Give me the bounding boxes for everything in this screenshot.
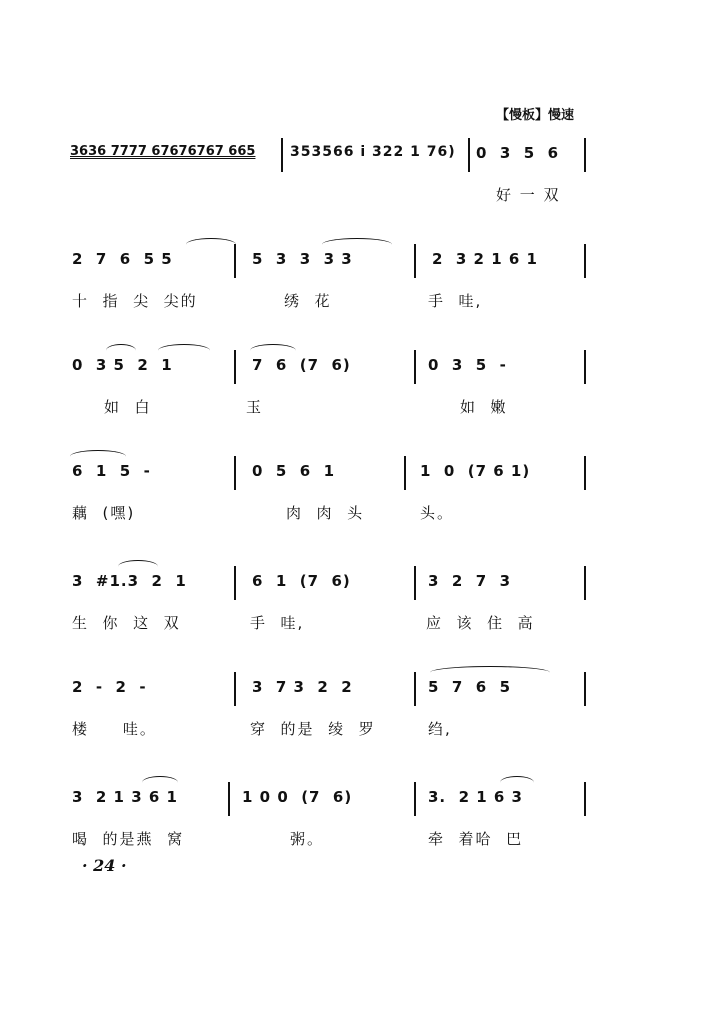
lyric-text: 绣 花 bbox=[284, 292, 332, 310]
staff-row-5 bbox=[0, 566, 710, 676]
note-group: 2 3 2 1 6 1 bbox=[432, 250, 538, 268]
lyric-text: 十 指 尖 尖的 bbox=[72, 292, 198, 310]
note-group: 0 3 5 6 bbox=[476, 144, 560, 162]
note-group: 3 #1.3 2 1 bbox=[72, 572, 187, 590]
note-group: 6 1 (7 6) bbox=[252, 572, 351, 590]
lyric-text: 如 白 bbox=[104, 398, 152, 416]
lyric-text: 楼 哇。 bbox=[72, 720, 157, 738]
note-group: 0 3 5 2 1 bbox=[72, 356, 173, 374]
page-number: · 24 · bbox=[82, 856, 127, 875]
staff-row-7 bbox=[0, 782, 710, 892]
lyric-text: 喝 的是燕 窝 bbox=[72, 830, 185, 848]
barline bbox=[234, 244, 236, 278]
barline bbox=[414, 782, 416, 816]
note-group: 1 0 0 (7 6) bbox=[242, 788, 353, 806]
lyric-text: 藕 (嘿) bbox=[72, 504, 136, 522]
barline bbox=[414, 566, 416, 600]
lyric-text: 肉 肉 头 bbox=[286, 504, 365, 522]
barline bbox=[584, 350, 586, 384]
lyric-text: 应 该 住 高 bbox=[426, 614, 535, 632]
barline bbox=[281, 138, 283, 172]
lyric-text: 绉, bbox=[428, 720, 452, 738]
note-group: 353566 i 322 1 76) bbox=[290, 144, 456, 160]
slur bbox=[118, 560, 158, 573]
barline bbox=[234, 566, 236, 600]
barline bbox=[584, 456, 586, 490]
staff-row-3 bbox=[0, 350, 710, 460]
slur bbox=[250, 344, 296, 357]
barline bbox=[234, 672, 236, 706]
note-group: 3636 7777 67676767 665 bbox=[70, 144, 256, 159]
barline bbox=[414, 672, 416, 706]
lyric-text: 手 哇, bbox=[428, 292, 483, 310]
note-group: 3. 2 1 6 3 bbox=[428, 788, 523, 806]
note-group: 5 3 3 3 3 bbox=[252, 250, 353, 268]
slur bbox=[142, 776, 178, 789]
barline bbox=[584, 244, 586, 278]
lyric-text: 玉 bbox=[246, 398, 264, 416]
slur bbox=[158, 344, 210, 357]
lyric-text: 牵 着哈 巴 bbox=[428, 830, 524, 848]
note-group: 0 3 5 - bbox=[428, 356, 507, 374]
note-group: 5 7 6 5 bbox=[428, 678, 512, 696]
barline bbox=[234, 350, 236, 384]
barline bbox=[234, 456, 236, 490]
slur bbox=[430, 666, 550, 679]
lyric-text: 穿 的是 绫 罗 bbox=[250, 720, 376, 738]
barline bbox=[584, 138, 586, 172]
barline bbox=[468, 138, 470, 172]
barline bbox=[584, 672, 586, 706]
barline bbox=[584, 566, 586, 600]
note-group: 3 2 1 3 6 1 bbox=[72, 788, 178, 806]
lyric-text: 生 你 这 双 bbox=[72, 614, 181, 632]
lyric-text: 好 一 双 bbox=[496, 186, 561, 204]
staff-row-4 bbox=[0, 456, 710, 566]
note-group: 6 1 5 - bbox=[72, 462, 151, 480]
note-group: 1 0 (7 6 1) bbox=[420, 462, 531, 480]
barline bbox=[414, 350, 416, 384]
tempo-marking: 【慢板】慢速 bbox=[496, 108, 575, 123]
note-group: 2 - 2 - bbox=[72, 678, 147, 696]
lyric-text: 如 嫩 bbox=[460, 398, 508, 416]
slur bbox=[322, 238, 392, 251]
slur bbox=[186, 238, 236, 251]
staff-row-1 bbox=[0, 138, 710, 248]
lyric-text: 头。 bbox=[420, 504, 455, 522]
lyric-text: 粥。 bbox=[290, 830, 325, 848]
note-group: 3 7 3 2 2 bbox=[252, 678, 353, 696]
slur bbox=[106, 344, 136, 357]
note-group: 0 5 6 1 bbox=[252, 462, 336, 480]
barline bbox=[584, 782, 586, 816]
barline bbox=[404, 456, 406, 490]
barline bbox=[414, 244, 416, 278]
staff-row-2 bbox=[0, 244, 710, 354]
slur bbox=[70, 450, 126, 463]
staff-row-6 bbox=[0, 672, 710, 782]
lyric-text: 手 哇, bbox=[250, 614, 305, 632]
note-group: 2 7 6 5 5 bbox=[72, 250, 173, 268]
barline bbox=[228, 782, 230, 816]
note-group: 7 6 (7 6) bbox=[252, 356, 351, 374]
slur bbox=[500, 776, 534, 789]
note-group: 3 2 7 3 bbox=[428, 572, 512, 590]
